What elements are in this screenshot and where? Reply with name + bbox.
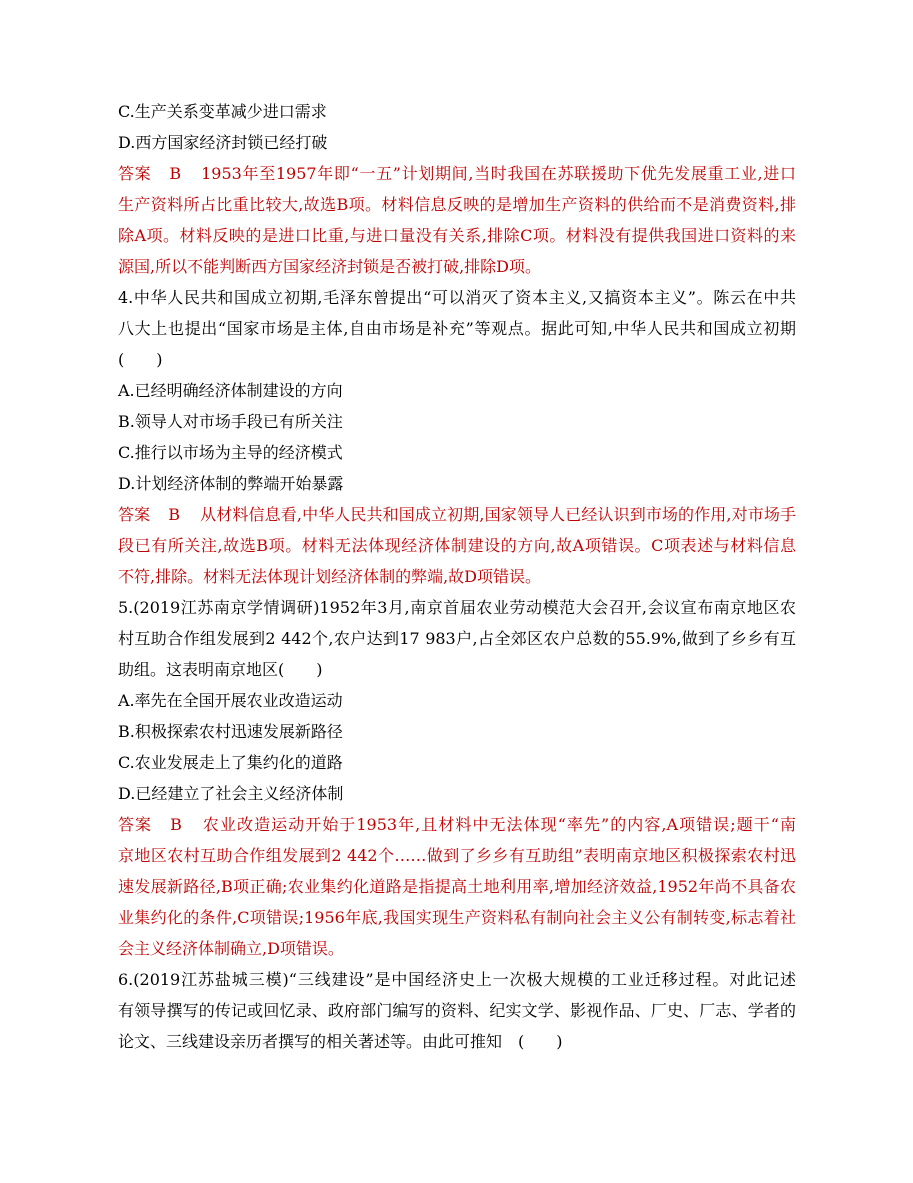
q4-answer-line-1	[118, 499, 796, 530]
q5-explanation-3: 速发展新路径,B项正确;农业集约化道路是指提高土地利用率,增加经济效益,1952年尚不具备农	[118, 877, 796, 896]
q5-answer-line-1	[118, 809, 796, 840]
q5-option-d: D.已经建立了社会主义经济体制	[118, 784, 344, 803]
q5-option-a: A.率先在全国开展农业改造运动	[118, 691, 343, 710]
q3-explanation-2: 生产资料所占比重比较大,故选B项。材料信息反映的是增加生产资料的供给而不是消费资料,排	[118, 195, 796, 214]
q6-stem-3: 论文、三线建设亲历者撰写的相关著述等。由此可推知 ( )	[118, 1032, 563, 1051]
q5-answer-letter: B	[170, 815, 182, 834]
q4-option-a: A.已经明确经济体制建设的方向	[118, 381, 343, 400]
q5-answer-tag: 答案	[118, 815, 153, 834]
q4-answer-letter: B	[168, 505, 181, 524]
q5-option-b: B.积极探索农村迅速发展新路径	[118, 722, 343, 741]
q3-option-c: C.生产关系变革减少进口需求	[118, 102, 327, 121]
q4-option-c: C.推行以市场为主导的经济模式	[118, 443, 343, 462]
q5-explanation-4: 业集约化的条件,C项错误;1956年底,我国实现生产资料私有制向社会主义公有制转变,标志着社	[118, 908, 796, 927]
q5-explanation-2: 京地区农村互助合作组发展到2 442个……做到了乡乡有互助组”表明南京地区积极探索农村迅	[118, 846, 796, 865]
q4-explanation-1: 从材料信息看,中华人民共和国成立初期,国家领导人已经认识到市场的作用,对市场手	[200, 505, 796, 524]
q3-option-d: D.西方国家经济封锁已经打破	[118, 133, 328, 152]
q4-stem-1: 4.中华人民共和国成立初期,毛泽东曾提出“可以消灭了资本主义,又搞资本主义”。陈云在中共	[118, 288, 796, 307]
q5-stem-2: 村互助合作组发展到2 442个,农户达到17 983户,占全郊区农户总数的55.9%,做到了乡乡有互	[118, 629, 796, 648]
q3-explanation-1: 1953年至1957年即“一五”计划期间,当时我国在苏联援助下优先发展重工业,进口	[201, 164, 796, 183]
q6-stem-1: 6.(2019江苏盐城三模)“三线建设”是中国经济史上一次极大规模的工业迁移过程。对此记述	[118, 970, 796, 989]
q5-stem-1: 5.(2019江苏南京学情调研)1952年3月,南京首届农业劳动模范大会召开,会议宣布南京地区农	[118, 598, 796, 617]
document-page	[118, 96, 796, 1057]
q6-stem-2: 有领导撰写的传记或回忆录、政府部门编写的资料、纪实文学、影视作品、厂史、厂志、学者的	[118, 1001, 796, 1020]
q5-option-c: C.农业发展走上了集约化的道路	[118, 753, 343, 772]
q4-option-b: B.领导人对市场手段已有所关注	[118, 412, 343, 431]
q4-option-d: D.计划经济体制的弊端开始暴露	[118, 474, 344, 493]
q3-explanation-3: 除A项。材料反映的是进口比重,与进口量没有关系,排除C项。材料没有提供我国进口资料的来	[118, 226, 796, 245]
q3-answer-letter: B	[169, 164, 182, 183]
q3-explanation-4: 源国,所以不能判断西方国家经济封锁是否被打破,排除D项。	[118, 257, 542, 276]
q4-stem-2: 八大上也提出“国家市场是主体,自由市场是补充”等观点。据此可知,中华人民共和国成立初期	[118, 319, 796, 338]
q4-answer-tag: 答案	[118, 505, 151, 524]
q3-answer-tag: 答案	[118, 164, 152, 183]
q4-explanation-2: 段已有所关注,故选B项。材料无法体现经济体制建设的方向,故A项错误。C项表述与材料信息	[118, 536, 796, 555]
q3-answer-line-1	[118, 158, 796, 189]
q4-explanation-3: 不符,排除。材料无法体现计划经济体制的弊端,故D项错误。	[118, 567, 542, 586]
q5-stem-3: 助组。这表明南京地区( )	[118, 660, 323, 679]
q4-answer-blank: ( )	[118, 350, 163, 369]
q5-explanation-5: 会主义经济体制确立,D项错误。	[118, 939, 344, 958]
q5-explanation-1: 农业改造运动开始于1953年,且材料中无法体现“率先”的内容,A项错误;题干“南	[201, 815, 796, 834]
